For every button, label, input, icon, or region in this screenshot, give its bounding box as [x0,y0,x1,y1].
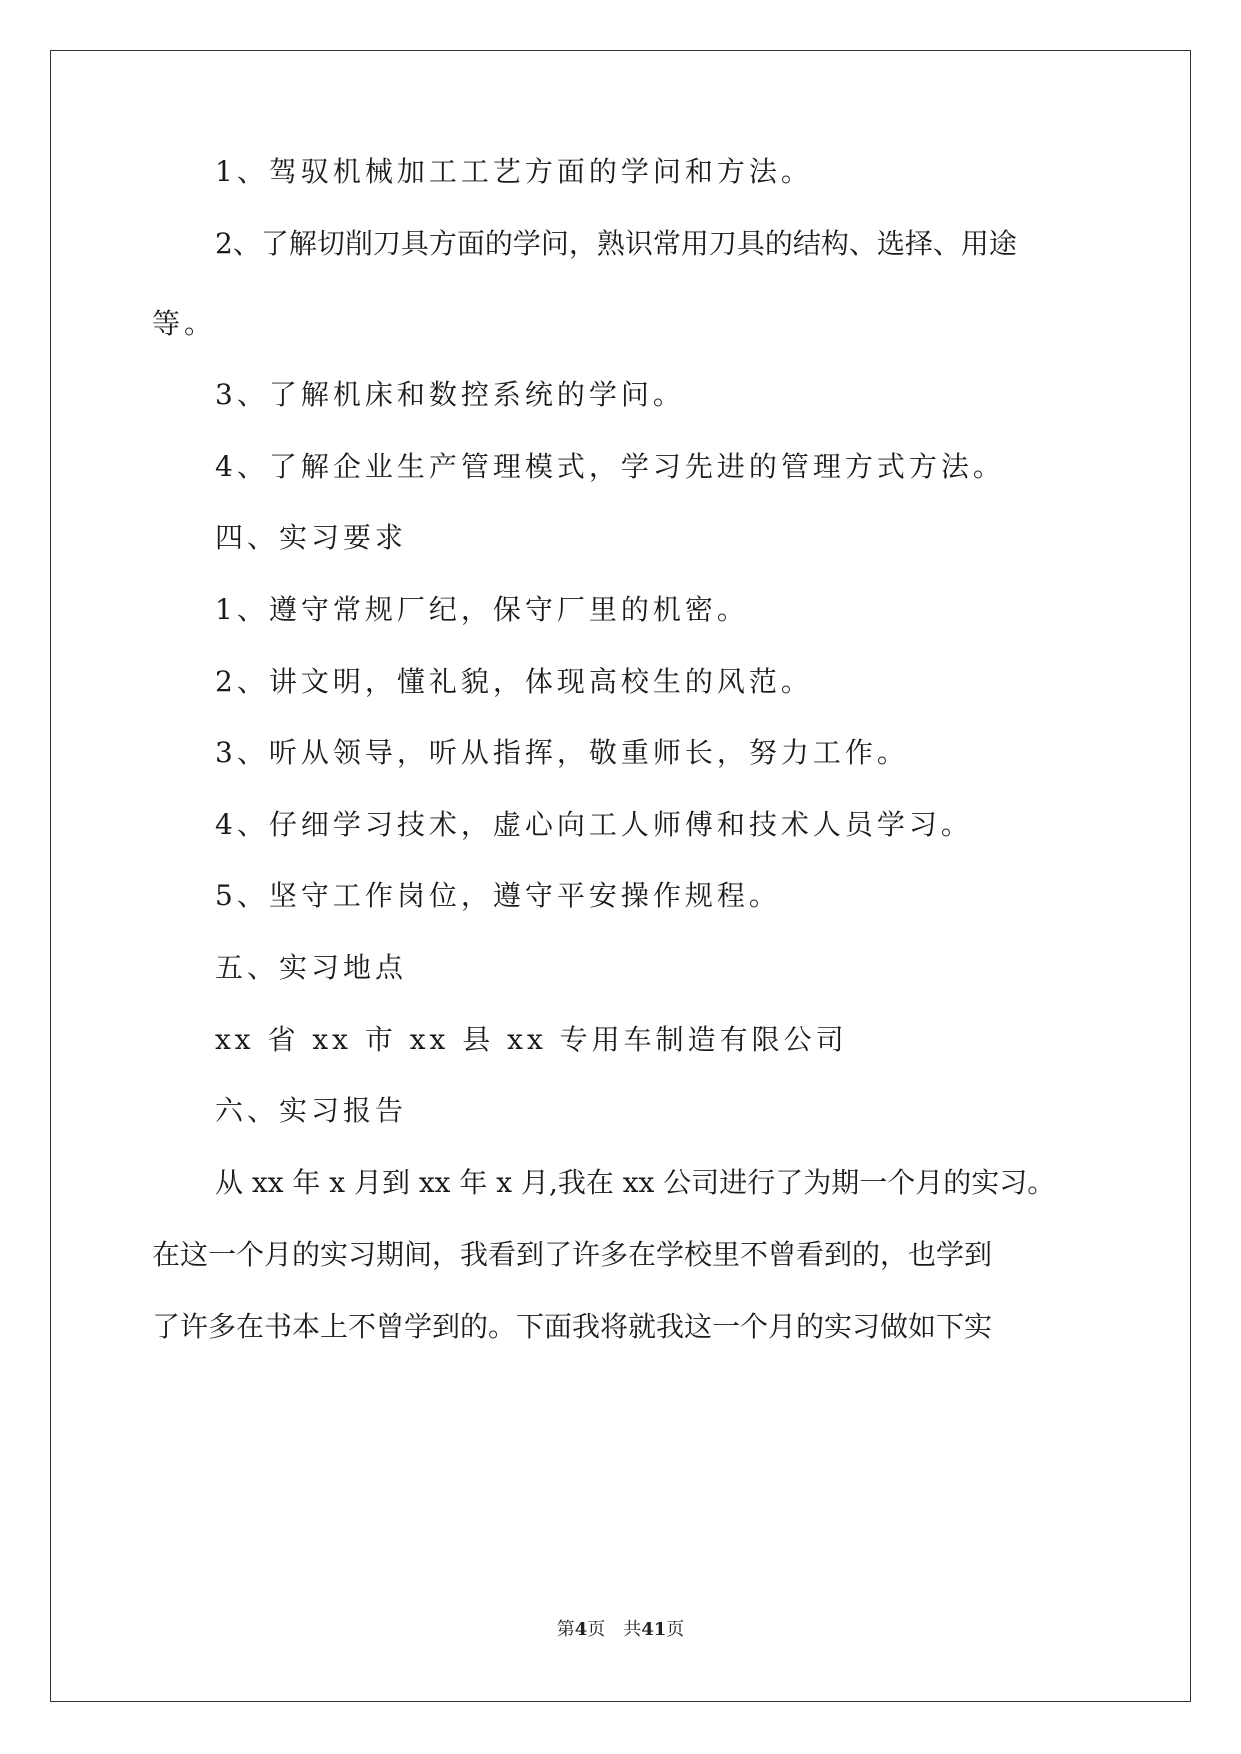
footer-page-current: 4 [574,1619,588,1640]
paragraph-line-16: 在这一个月的实习期间，我看到了许多在学校里不曾看到的，也学到 [152,1238,993,1271]
paragraph-line-8: 2、讲文明，懂礼貌，体现高校生的风范。 [215,665,813,698]
paragraph-line-10: 4、仔细学习技术，虚心向工人师傅和技术人员学习。 [215,808,973,841]
footer-page-total: 41 [641,1619,667,1640]
paragraph-line-13: xx 省 xx 市 xx 县 xx 专用车制造有限公司 [215,1023,848,1056]
section-heading-report: 六、实习报告 [215,1094,408,1127]
paragraph-line-3: 等。 [152,307,217,340]
paragraph-line-17: 了许多在书本上不曾学到的。下面我将就我这一个月的实习做如下实 [152,1310,993,1343]
paragraph-line-7: 1、遵守常规厂纪，保守厂里的机密。 [215,593,749,626]
footer-prefix: 第 [556,1619,575,1640]
page-footer [0,1618,1241,1642]
paragraph-line-5: 4、了解企业生产管理模式，学习先进的管理方式方法。 [215,450,1005,483]
paragraph-line-11: 5、坚守工作岗位，遵守平安操作规程。 [215,879,781,912]
paragraph-line-4: 3、了解机床和数控系统的学问。 [215,378,685,411]
paragraph-line-1: 1、驾驭机械加工工艺方面的学问和方法。 [215,155,813,188]
section-heading-requirements: 四、实习要求 [215,521,408,554]
paragraph-line-2: 2、了解切削刀具方面的学问，熟识常用刀具的结构、选择、用途 [215,227,1017,260]
section-heading-location: 五、实习地点 [215,951,408,984]
paragraph-line-15: 从 xx 年 x 月到 xx 年 x 月,我在 xx 公司进行了为期一个月的实习。 [215,1166,1056,1199]
footer-mid: 页 共 [587,1619,642,1640]
footer-suffix: 页 [666,1619,685,1640]
paragraph-line-9: 3、听从领导，听从指挥，敬重师长，努力工作。 [215,736,909,769]
